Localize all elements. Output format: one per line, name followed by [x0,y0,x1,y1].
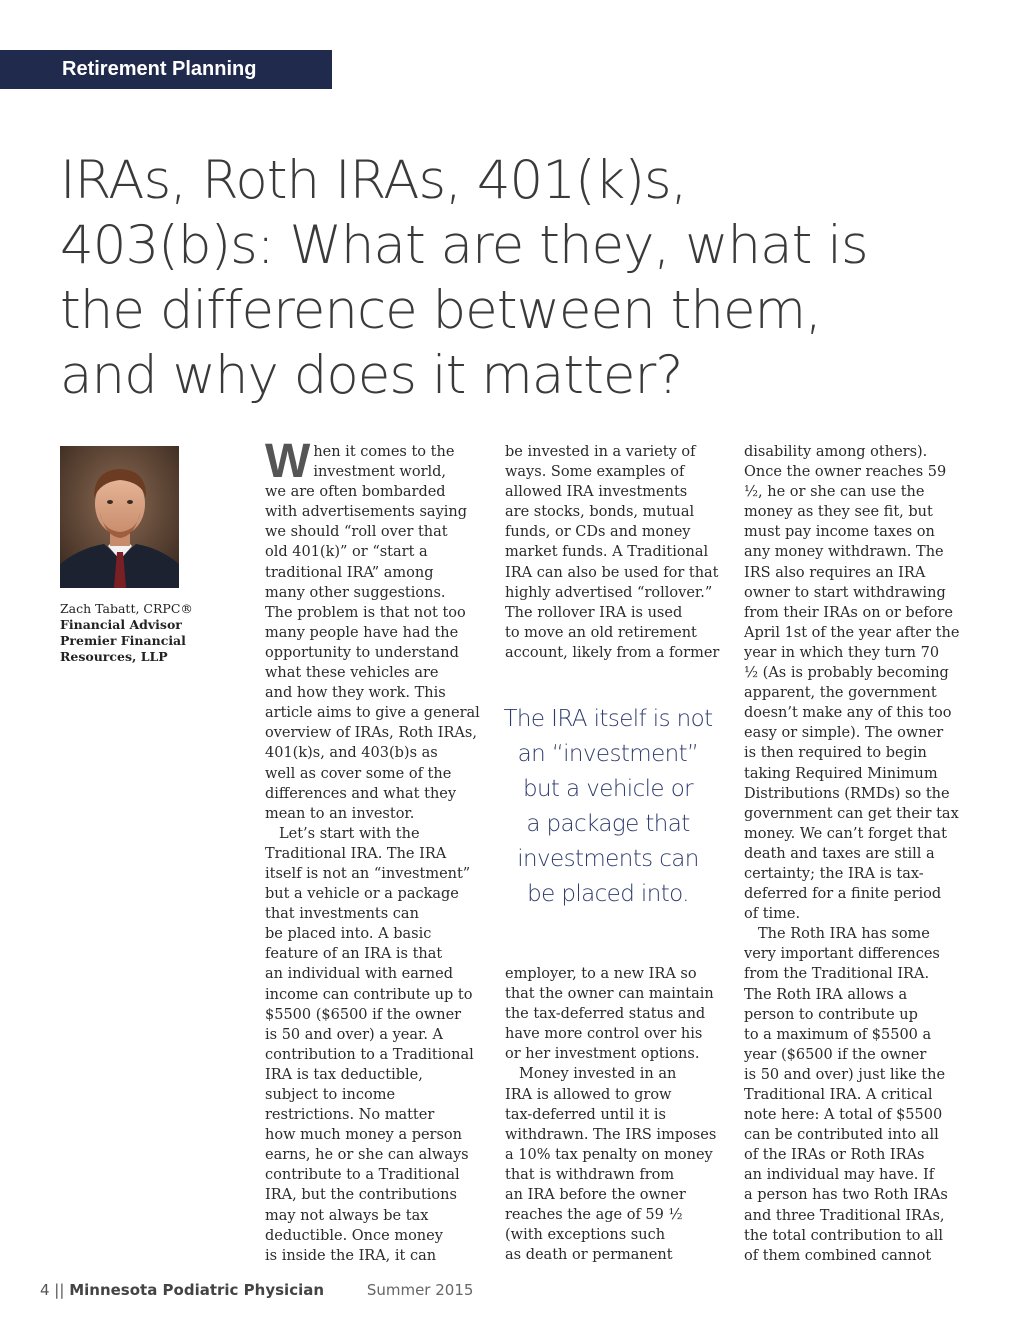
text-line: certainty; the IRA is tax- [744,865,924,882]
text-line: year in which they turn 70 [744,644,940,661]
text-line: overview of IRAs, Roth IRAs, [265,725,477,742]
headline-line: the difference between them, [60,280,822,341]
text-line: but a vehicle or a package [265,886,459,903]
text-line: well as cover some of the [265,765,452,782]
text-line: April 1st of the year after the [744,624,960,641]
text-line: government can get their tax [744,805,959,822]
text-line: must pay income taxes on [744,524,935,541]
text-line: how much money a person [265,1127,463,1144]
text-line: withdrawn. The IRS imposes [505,1126,717,1143]
text-line: Once the owner reaches 59 [744,464,947,481]
pull-quote-line: an “investment” [517,741,699,767]
text-line: the total contribution to all [744,1227,944,1244]
text-line: IRS also requires an IRA [744,564,926,581]
text-line: itself is not an “investment” [265,865,471,882]
text-line: IRA, but the contributions [265,1187,457,1204]
text-line: article aims to give a general [265,705,480,722]
pull-quote-line: investments can [517,846,699,872]
text-line: to move an old retirement [505,624,697,641]
text-line: opportunity to understand [265,644,459,661]
text-line: feature of an IRA is that [265,946,443,963]
pull-quote-line: but a vehicle or [522,776,694,802]
text-line: (with exceptions such [505,1227,666,1244]
text-line: earns, he or she can always [265,1147,469,1164]
text-line: is 50 and over) just like the [744,1066,946,1083]
page-footer [40,1281,473,1303]
text-line: restrictions. No matter [265,1107,435,1124]
text-line: we are often bombarded [265,484,446,501]
text-line: Traditional IRA. A critical [744,1087,933,1103]
text-line: of them combined cannot [744,1247,932,1264]
text-line: person to contribute up [744,1006,918,1023]
text-line: old 401(k)” or “start a [265,544,428,561]
text-line: Let’s start with the [279,825,420,842]
text-line: owner to start withdrawing [744,584,946,601]
text-line: may not always be tax [265,1207,429,1224]
text-line: is then required to begin [744,745,927,762]
author-company: Resources, LLP [60,649,168,664]
column-1-body [265,482,490,1266]
text-line: tax-deferred until it is [505,1106,666,1123]
text-line: hen it comes to the [313,444,455,460]
text-line: IRA is allowed to grow [505,1086,672,1103]
text-line: note here: A total of $5500 [744,1107,943,1124]
author-title: Financial Advisor [60,617,182,632]
text-line: IRA can also be used for that [505,564,719,581]
headline-line: 403(b)s: What are they, what is [60,215,868,276]
article-headline [60,148,960,408]
text-line: 401(k)s, and 403(b)s as [265,745,438,762]
text-line: differences and what they [265,785,457,802]
text-line: investment world, [313,464,447,481]
text-line: IRA is tax deductible, [265,1066,423,1083]
text-line: or her investment options. [505,1046,700,1063]
text-line: from the Traditional IRA. [744,966,930,983]
text-line: we should “roll over that [265,524,448,541]
text-line: reaches the age of 59 ½ [505,1207,683,1224]
text-line: ways. Some examples of [505,464,685,481]
pull-quote-line: be placed into. [527,881,689,907]
text-line: many people have had the [265,624,459,641]
text-line: the tax-deferred status and [505,1006,706,1023]
author-company: Premier Financial [60,633,186,648]
text-line: income can contribute up to [265,986,473,1003]
article-column-2-top [505,442,730,663]
text-line: are stocks, bonds, mutual [505,504,695,521]
text-line: death and taxes are still a [744,845,935,862]
text-line: The rollover IRA is used [505,604,683,621]
text-line: very important differences [744,946,940,963]
text-line: money as they see fit, but [744,504,933,521]
text-line: apparent, the government [744,685,937,702]
article-column-3 [744,442,969,1266]
text-line: that the owner can maintain [505,986,714,1003]
text-line: allowed IRA investments [505,484,688,501]
text-line: that investments can [265,906,419,923]
issue-date: Summer 2015 [366,1281,474,1299]
text-line: Traditional IRA. The IRA [265,845,447,862]
author-caption [60,601,240,665]
text-line: disability among others). [744,444,928,460]
text-line: funds, or CDs and money [505,524,691,541]
text-line: Distributions (RMDs) so the [744,785,950,802]
text-line: any money withdrawn. The [744,544,944,561]
text-line: ½, he or she can use the [744,484,925,501]
text-line: what these vehicles are [265,665,439,682]
text-line: can be contributed into all [744,1127,939,1144]
text-line: an individual with earned [265,966,454,983]
text-line: account, likely from a former [505,644,720,661]
text-line: mean to an investor. [265,805,415,822]
text-line: to a maximum of $5500 a [744,1026,932,1043]
text-line: highly advertised “rollover.” [505,584,713,601]
text-line: of time. [744,906,801,923]
text-line: year ($6500 if the owner [744,1046,927,1063]
text-line: have more control over his [505,1026,703,1043]
text-line: contribute to a Traditional [265,1167,460,1184]
article-column-1 [265,435,490,1266]
text-line: be placed into. A basic [265,926,432,943]
text-line: that is withdrawn from [505,1166,675,1183]
page-number: 4 || [40,1281,65,1299]
text-line: employer, to a new IRA so [505,966,697,982]
text-line: and how they work. This [265,685,446,702]
text-line: of the IRAs or Roth IRAs [744,1147,925,1164]
text-line: an IRA before the owner [505,1187,686,1204]
text-line: traditional IRA” among [265,564,434,581]
drop-cap: W [265,435,311,488]
text-line: The Roth IRA allows a [744,986,908,1003]
text-line: taking Required Minimum [744,765,938,782]
text-line: a person has two Roth IRAs [744,1187,948,1204]
text-line: from their IRAs on or before [744,604,953,621]
text-line: money. We can’t forget that [744,825,947,842]
text-line: many other suggestions. [265,584,446,601]
text-line: is 50 and over) a year. A [265,1026,444,1043]
text-line: an individual may have. If [744,1167,935,1184]
headline-line: and why does it matter? [60,345,683,406]
article-column-2-bottom [505,964,730,1265]
text-line: be invested in a variety of [505,444,696,460]
text-line: deductible. Once money [265,1227,443,1244]
pull-quote-line: The IRA itself is not [503,706,713,732]
text-line: easy or simple). The owner [744,725,944,742]
text-line: as death or permanent [505,1247,673,1264]
author-photo [60,446,179,588]
text-line: a 10% tax penalty on money [505,1146,713,1163]
drop-cap-paragraph [265,435,490,488]
text-line: and three Traditional IRAs, [744,1207,945,1224]
headline-line: IRAs, Roth IRAs, 401(k)s, [60,150,687,211]
publication-name: Minnesota Podiatric Physician [69,1281,325,1299]
text-line: subject to income [265,1087,396,1103]
text-line: doesn’t make any of this too [744,705,952,722]
text-line: The Roth IRA has some [758,926,930,943]
text-line: $5500 ($6500 if the owner [265,1006,462,1023]
text-line: is inside the IRA, it can [265,1247,437,1264]
author-portrait-illustration [60,446,179,588]
text-line: deferred for a finite period [744,886,942,903]
text-line: Money invested in an [519,1066,677,1083]
text-line: market funds. A Traditional [505,544,709,561]
text-line: ½ (As is probably becoming [744,665,949,682]
author-name: Zach Tabatt, CRPC® [60,601,193,616]
section-label: Retirement Planning [0,50,332,89]
text-line: with advertisements saying [265,504,468,521]
pull-quote-line: a package that [526,811,690,837]
text-line: contribution to a Traditional [265,1046,474,1063]
pull-quote [497,702,719,912]
text-line: The problem is that not too [265,604,466,621]
